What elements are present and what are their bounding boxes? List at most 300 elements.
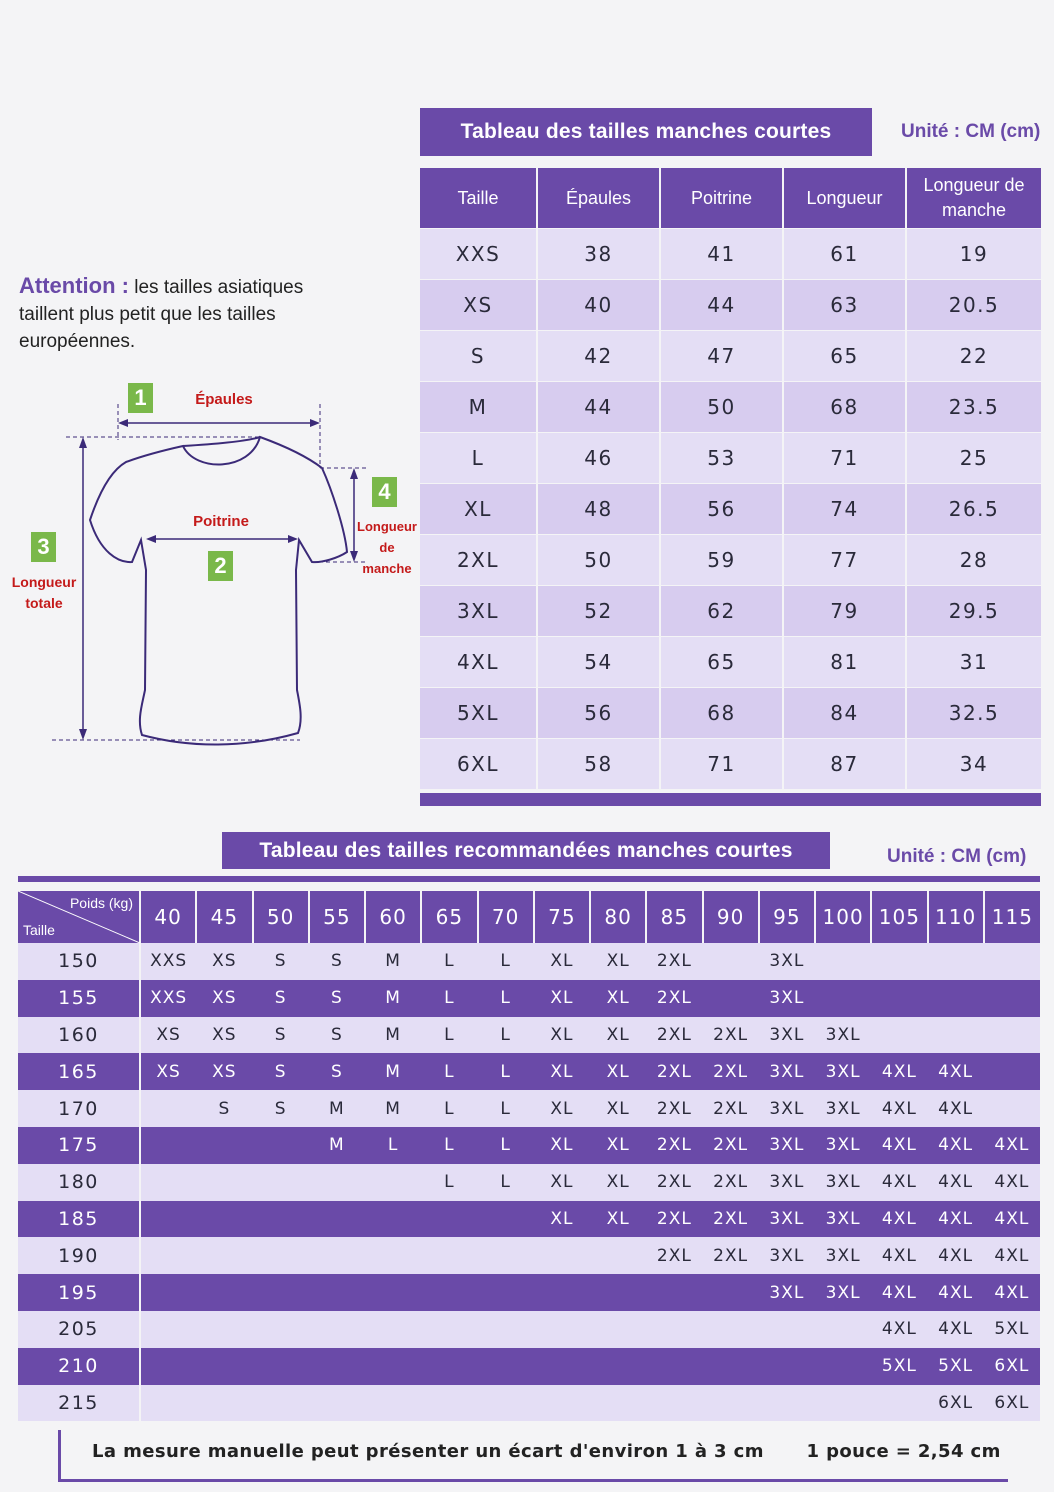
recommended-size-cell bbox=[703, 1274, 759, 1311]
corner-weight-label: Poids (kg) bbox=[69, 895, 133, 911]
measure-cell: 68 bbox=[661, 687, 784, 738]
recommended-size-cell: 3XL bbox=[815, 1017, 871, 1054]
recommended-size-cell: 2XL bbox=[703, 1237, 759, 1274]
recommended-size-cell: 2XL bbox=[646, 943, 702, 980]
recommended-size-cell: XS bbox=[196, 980, 252, 1017]
recommended-size-cell bbox=[703, 1311, 759, 1348]
measure-cell: 34 bbox=[907, 738, 1041, 789]
recommended-size-cell bbox=[140, 1127, 196, 1164]
recommended-size-cell: M bbox=[365, 1053, 421, 1090]
recommended-size-cell bbox=[984, 1017, 1040, 1054]
recommended-size-cell: 4XL bbox=[928, 1274, 984, 1311]
recommended-size-cell: 4XL bbox=[928, 1237, 984, 1274]
recommended-size-cell bbox=[365, 1385, 421, 1422]
recommended-row bbox=[18, 1053, 1040, 1090]
recommended-size-cell bbox=[421, 1385, 477, 1422]
size-table-title bbox=[420, 108, 872, 156]
weight-header: 85 bbox=[646, 891, 702, 943]
badge-4: 4 bbox=[372, 477, 397, 507]
recommended-size-cell: 2XL bbox=[646, 1127, 702, 1164]
recommended-size-cell bbox=[140, 1237, 196, 1274]
recommended-size-cell: 3XL bbox=[759, 943, 815, 980]
height-cell: 195 bbox=[18, 1274, 140, 1311]
recommended-size-cell: XS bbox=[140, 1017, 196, 1054]
label-sleeve-length bbox=[356, 516, 418, 579]
recommended-size-cell bbox=[478, 1201, 534, 1238]
recommended-size-cell: 4XL bbox=[928, 1090, 984, 1127]
recommended-size-cell: 6XL bbox=[984, 1385, 1040, 1422]
recommended-size-cell: 2XL bbox=[646, 1201, 702, 1238]
recommended-size-cell bbox=[534, 1348, 590, 1385]
weight-header: 45 bbox=[196, 891, 252, 943]
recommended-size-cell bbox=[534, 1311, 590, 1348]
recommended-size-cell bbox=[759, 1348, 815, 1385]
recommended-size-cell: S bbox=[253, 1090, 309, 1127]
header-sleeve-length-text: Longueur de manche bbox=[923, 175, 1025, 220]
recommended-size-cell bbox=[928, 980, 984, 1017]
size-label-cell: 6XL bbox=[420, 738, 538, 789]
badge-1: 1 bbox=[128, 383, 153, 413]
measure-cell: 40 bbox=[538, 279, 661, 330]
recommended-size-cell: XL bbox=[590, 1201, 646, 1238]
recommended-size-cell: 2XL bbox=[703, 1201, 759, 1238]
measure-cell: 44 bbox=[538, 381, 661, 432]
badge-3: 3 bbox=[31, 532, 56, 562]
header-shoulders: Épaules bbox=[538, 168, 661, 228]
recommended-size-cell: XL bbox=[534, 1090, 590, 1127]
recommended-size-cell: XS bbox=[196, 943, 252, 980]
recommended-size-cell: XL bbox=[590, 1017, 646, 1054]
recommended-size-cell bbox=[253, 1201, 309, 1238]
recommended-size-cell bbox=[253, 1348, 309, 1385]
recommended-size-cell bbox=[815, 943, 871, 980]
recommended-size-cell: S bbox=[253, 980, 309, 1017]
recommended-size-cell: 3XL bbox=[815, 1127, 871, 1164]
recommended-row bbox=[18, 1164, 1040, 1201]
measure-cell: 47 bbox=[661, 330, 784, 381]
recommended-size-cell bbox=[871, 980, 927, 1017]
recommended-size-cell: XL bbox=[534, 943, 590, 980]
size-table-bottom-bar bbox=[420, 793, 1041, 806]
recommended-size-cell: 4XL bbox=[928, 1127, 984, 1164]
size-row bbox=[420, 585, 1041, 636]
size-row bbox=[420, 432, 1041, 483]
recommended-size-cell bbox=[759, 1385, 815, 1422]
measure-cell: 53 bbox=[661, 432, 784, 483]
size-table bbox=[420, 168, 1041, 789]
recommended-size-cell: L bbox=[421, 1127, 477, 1164]
recommended-size-cell: S bbox=[309, 1053, 365, 1090]
recommended-row bbox=[18, 1127, 1040, 1164]
header-length: Longueur bbox=[784, 168, 907, 228]
height-cell: 150 bbox=[18, 943, 140, 980]
measure-cell: 31 bbox=[907, 636, 1041, 687]
weight-header: 105 bbox=[871, 891, 927, 943]
height-cell: 185 bbox=[18, 1201, 140, 1238]
recommended-size-cell: XL bbox=[590, 1053, 646, 1090]
recommended-size-cell: XS bbox=[140, 1053, 196, 1090]
recommended-size-cell: XL bbox=[534, 1164, 590, 1201]
recommended-size-cell bbox=[253, 1385, 309, 1422]
recommended-size-cell: 3XL bbox=[759, 1127, 815, 1164]
recommended-size-cell bbox=[815, 1385, 871, 1422]
label-sleeve-length-line1: Longueur bbox=[357, 519, 417, 534]
recommended-size-cell bbox=[309, 1201, 365, 1238]
height-cell: 190 bbox=[18, 1237, 140, 1274]
recommended-size-cell bbox=[478, 1348, 534, 1385]
height-cell: 160 bbox=[18, 1017, 140, 1054]
measure-cell: 38 bbox=[538, 228, 661, 279]
attention-text: les tailles asiatiques taillent plus petit que les tailles européennes. bbox=[19, 277, 304, 352]
measure-cell: 22 bbox=[907, 330, 1041, 381]
recommended-size-cell: XL bbox=[534, 1201, 590, 1238]
measure-cell: 56 bbox=[538, 687, 661, 738]
recommended-size-cell: 3XL bbox=[759, 1237, 815, 1274]
recommended-size-cell bbox=[365, 1311, 421, 1348]
recommended-size-cell bbox=[534, 1274, 590, 1311]
measure-cell: 65 bbox=[784, 330, 907, 381]
recommended-size-cell bbox=[815, 980, 871, 1017]
recommended-row bbox=[18, 1348, 1040, 1385]
height-cell: 170 bbox=[18, 1090, 140, 1127]
recommended-size-cell: 4XL bbox=[871, 1201, 927, 1238]
recommended-size-cell bbox=[646, 1274, 702, 1311]
measure-cell: 56 bbox=[661, 483, 784, 534]
recommended-size-cell bbox=[253, 1237, 309, 1274]
height-cell: 205 bbox=[18, 1311, 140, 1348]
measure-cell: 58 bbox=[538, 738, 661, 789]
recommended-size-cell: M bbox=[365, 943, 421, 980]
recommended-size-cell: 3XL bbox=[759, 1274, 815, 1311]
recommended-size-cell bbox=[590, 1385, 646, 1422]
recommended-size-cell: XXS bbox=[140, 980, 196, 1017]
recommended-size-cell: XS bbox=[196, 1017, 252, 1054]
recommended-size-cell bbox=[196, 1348, 252, 1385]
recommended-size-cell: L bbox=[421, 1164, 477, 1201]
size-label-cell: 5XL bbox=[420, 687, 538, 738]
label-sleeve-length-line2: de manche bbox=[362, 540, 412, 576]
size-row bbox=[420, 534, 1041, 585]
recommended-size-cell bbox=[365, 1201, 421, 1238]
recommended-size-cell bbox=[984, 943, 1040, 980]
header-sleeve-length bbox=[907, 168, 1041, 228]
recommended-size-cell: 4XL bbox=[871, 1311, 927, 1348]
recommended-size-cell bbox=[309, 1385, 365, 1422]
measure-cell: 81 bbox=[784, 636, 907, 687]
recommended-size-cell bbox=[534, 1237, 590, 1274]
measure-cell: 23.5 bbox=[907, 381, 1041, 432]
recommended-size-cell bbox=[421, 1201, 477, 1238]
recommended-size-cell: XXS bbox=[140, 943, 196, 980]
recommended-size-cell bbox=[703, 1385, 759, 1422]
recommended-size-cell: L bbox=[421, 1090, 477, 1127]
recommended-row bbox=[18, 1311, 1040, 1348]
size-row bbox=[420, 381, 1041, 432]
weight-header: 90 bbox=[703, 891, 759, 943]
height-cell: 180 bbox=[18, 1164, 140, 1201]
weight-header: 110 bbox=[928, 891, 984, 943]
measure-cell: 71 bbox=[661, 738, 784, 789]
weight-header: 40 bbox=[140, 891, 196, 943]
recommended-size-cell: 4XL bbox=[871, 1053, 927, 1090]
recommended-row bbox=[18, 1237, 1040, 1274]
recommended-row bbox=[18, 943, 1040, 980]
measure-cell: 29.5 bbox=[907, 585, 1041, 636]
size-row bbox=[420, 279, 1041, 330]
recommended-size-cell: 2XL bbox=[646, 1053, 702, 1090]
recommended-size-cell bbox=[646, 1348, 702, 1385]
recommended-size-cell bbox=[590, 1237, 646, 1274]
recommended-size-cell bbox=[703, 1348, 759, 1385]
height-cell: 175 bbox=[18, 1127, 140, 1164]
recommended-size-cell bbox=[478, 1274, 534, 1311]
recommended-size-cell bbox=[984, 980, 1040, 1017]
recommended-size-cell bbox=[253, 1311, 309, 1348]
recommended-size-cell: 4XL bbox=[928, 1311, 984, 1348]
size-table-title-text: Tableau des tailles manches courtes bbox=[460, 120, 832, 143]
footer-bottom-rule bbox=[58, 1479, 1008, 1482]
weight-header: 80 bbox=[590, 891, 646, 943]
size-row bbox=[420, 483, 1041, 534]
recommended-size-cell: L bbox=[421, 980, 477, 1017]
recommended-size-cell: L bbox=[478, 1053, 534, 1090]
recommended-size-cell bbox=[196, 1237, 252, 1274]
recommended-size-cell bbox=[646, 1385, 702, 1422]
recommended-size-cell: 2XL bbox=[646, 1090, 702, 1127]
recommended-size-cell: XL bbox=[534, 1127, 590, 1164]
weight-header: 75 bbox=[534, 891, 590, 943]
weight-header: 65 bbox=[421, 891, 477, 943]
recommended-table-top-rule bbox=[18, 876, 1040, 882]
size-table-header bbox=[420, 168, 1041, 228]
recommended-size-cell bbox=[309, 1274, 365, 1311]
recommended-size-cell: 5XL bbox=[871, 1348, 927, 1385]
recommended-row bbox=[18, 1385, 1040, 1422]
height-cell: 155 bbox=[18, 980, 140, 1017]
measure-cell: 79 bbox=[784, 585, 907, 636]
recommended-size-cell bbox=[253, 1127, 309, 1164]
weight-header: 50 bbox=[253, 891, 309, 943]
recommended-size-cell bbox=[590, 1274, 646, 1311]
recommended-size-cell: S bbox=[309, 980, 365, 1017]
recommended-size-cell bbox=[478, 1237, 534, 1274]
recommended-size-cell bbox=[196, 1274, 252, 1311]
recommended-size-cell: 3XL bbox=[759, 1017, 815, 1054]
recommended-size-cell: 2XL bbox=[703, 1127, 759, 1164]
recommended-size-cell bbox=[365, 1274, 421, 1311]
recommended-size-cell: M bbox=[365, 980, 421, 1017]
header-chest: Poitrine bbox=[661, 168, 784, 228]
recommended-size-cell: 2XL bbox=[703, 1090, 759, 1127]
recommended-size-cell bbox=[478, 1385, 534, 1422]
recommended-size-cell: 3XL bbox=[815, 1201, 871, 1238]
corner-height-label: Taille bbox=[23, 922, 55, 938]
size-label-cell: XL bbox=[420, 483, 538, 534]
recommended-size-cell: 2XL bbox=[646, 1017, 702, 1054]
measure-cell: 44 bbox=[661, 279, 784, 330]
size-label-cell: XS bbox=[420, 279, 538, 330]
recommended-size-cell bbox=[815, 1348, 871, 1385]
recommended-size-cell bbox=[196, 1164, 252, 1201]
recommended-size-cell bbox=[421, 1311, 477, 1348]
tshirt-neck bbox=[183, 437, 260, 446]
measure-cell: 50 bbox=[661, 381, 784, 432]
label-chest: Poitrine bbox=[193, 513, 249, 530]
recommended-size-cell: XL bbox=[534, 1017, 590, 1054]
recommended-size-cell bbox=[253, 1274, 309, 1311]
recommended-size-cell: S bbox=[309, 1017, 365, 1054]
label-total-length-line1: Longueur bbox=[11, 574, 77, 590]
recommended-size-cell: M bbox=[365, 1090, 421, 1127]
height-cell: 215 bbox=[18, 1385, 140, 1422]
recommended-size-cell bbox=[928, 1017, 984, 1054]
footer-measure-note: La mesure manuelle peut présenter un écart d'environ 1 à 3 cm bbox=[92, 1441, 764, 1462]
measure-cell: 65 bbox=[661, 636, 784, 687]
recommended-size-cell bbox=[140, 1201, 196, 1238]
measure-cell: 32.5 bbox=[907, 687, 1041, 738]
recommended-size-cell bbox=[759, 1311, 815, 1348]
recommended-size-cell: L bbox=[365, 1127, 421, 1164]
recommended-size-cell: 4XL bbox=[928, 1164, 984, 1201]
recommended-size-cell: 3XL bbox=[759, 980, 815, 1017]
measure-cell: 68 bbox=[784, 381, 907, 432]
recommended-size-cell: L bbox=[478, 1164, 534, 1201]
recommended-table-title-text: Tableau des tailles recommandées manches courtes bbox=[259, 838, 793, 862]
recommended-size-cell: L bbox=[421, 1017, 477, 1054]
recommended-size-cell: 3XL bbox=[815, 1164, 871, 1201]
recommended-table-header bbox=[18, 891, 1040, 943]
weight-header: 95 bbox=[759, 891, 815, 943]
recommended-size-cell bbox=[365, 1237, 421, 1274]
recommended-size-cell bbox=[196, 1385, 252, 1422]
recommended-size-cell bbox=[140, 1164, 196, 1201]
weight-header: 115 bbox=[984, 891, 1040, 943]
size-label-cell: 2XL bbox=[420, 534, 538, 585]
recommended-size-cell: S bbox=[253, 943, 309, 980]
recommended-table-unit: Unité : CM (cm) bbox=[887, 846, 1027, 867]
recommended-size-cell bbox=[534, 1385, 590, 1422]
recommended-size-cell bbox=[590, 1348, 646, 1385]
recommended-size-cell: XL bbox=[534, 980, 590, 1017]
recommended-row bbox=[18, 1017, 1040, 1054]
label-total-length bbox=[8, 572, 80, 614]
measure-cell: 50 bbox=[538, 534, 661, 585]
measure-cell: 19 bbox=[907, 228, 1041, 279]
label-shoulders: Épaules bbox=[195, 391, 253, 408]
recommended-size-cell: L bbox=[478, 1127, 534, 1164]
recommended-size-cell: 2XL bbox=[646, 980, 702, 1017]
tshirt-outline bbox=[90, 437, 347, 745]
measure-cell: 74 bbox=[784, 483, 907, 534]
recommended-size-cell bbox=[140, 1090, 196, 1127]
size-label-cell: L bbox=[420, 432, 538, 483]
recommended-size-cell bbox=[309, 1237, 365, 1274]
recommended-size-cell: 2XL bbox=[703, 1053, 759, 1090]
recommended-size-cell bbox=[984, 1090, 1040, 1127]
recommended-size-cell: 3XL bbox=[815, 1053, 871, 1090]
recommended-size-cell: S bbox=[253, 1017, 309, 1054]
recommended-size-cell bbox=[140, 1274, 196, 1311]
recommended-size-cell: S bbox=[309, 943, 365, 980]
label-total-length-line2: totale bbox=[25, 595, 63, 611]
recommended-size-cell bbox=[590, 1311, 646, 1348]
recommended-size-cell bbox=[309, 1311, 365, 1348]
recommended-size-cell: 3XL bbox=[759, 1201, 815, 1238]
recommended-row bbox=[18, 980, 1040, 1017]
attention-note bbox=[19, 272, 359, 355]
measure-cell: 59 bbox=[661, 534, 784, 585]
recommended-size-cell: 5XL bbox=[928, 1348, 984, 1385]
recommended-size-cell bbox=[646, 1311, 702, 1348]
recommended-size-cell bbox=[140, 1311, 196, 1348]
recommended-size-cell bbox=[196, 1311, 252, 1348]
recommended-size-cell: 4XL bbox=[871, 1090, 927, 1127]
weight-header: 100 bbox=[815, 891, 871, 943]
recommended-size-cell: 5XL bbox=[984, 1311, 1040, 1348]
measure-cell: 42 bbox=[538, 330, 661, 381]
recommended-size-cell bbox=[871, 1017, 927, 1054]
recommended-size-cell: 2XL bbox=[703, 1017, 759, 1054]
recommended-size-cell: XL bbox=[590, 1164, 646, 1201]
recommended-size-cell: S bbox=[196, 1090, 252, 1127]
recommended-size-cell: 4XL bbox=[871, 1237, 927, 1274]
recommended-size-cell: 4XL bbox=[984, 1237, 1040, 1274]
recommended-size-cell: XL bbox=[590, 943, 646, 980]
measure-cell: 77 bbox=[784, 534, 907, 585]
measure-cell: 46 bbox=[538, 432, 661, 483]
measure-cell: 48 bbox=[538, 483, 661, 534]
recommended-size-cell bbox=[196, 1127, 252, 1164]
recommended-size-cell bbox=[365, 1348, 421, 1385]
footer-conversion: 1 pouce = 2,54 cm bbox=[806, 1441, 1001, 1462]
size-label-cell: S bbox=[420, 330, 538, 381]
recommended-size-cell bbox=[928, 943, 984, 980]
recommended-size-cell bbox=[984, 1053, 1040, 1090]
recommended-size-cell: 2XL bbox=[646, 1237, 702, 1274]
measure-cell: 54 bbox=[538, 636, 661, 687]
corner-cell bbox=[18, 891, 140, 943]
recommended-size-cell bbox=[365, 1164, 421, 1201]
measure-cell: 25 bbox=[907, 432, 1041, 483]
recommended-size-cell: 4XL bbox=[984, 1164, 1040, 1201]
recommended-size-cell: 2XL bbox=[703, 1164, 759, 1201]
attention-label: Attention : bbox=[19, 273, 129, 298]
measure-cell: 26.5 bbox=[907, 483, 1041, 534]
recommended-size-cell bbox=[478, 1311, 534, 1348]
recommended-size-cell: XL bbox=[590, 1127, 646, 1164]
size-row bbox=[420, 330, 1041, 381]
recommended-size-cell bbox=[140, 1385, 196, 1422]
recommended-size-cell: 4XL bbox=[871, 1127, 927, 1164]
recommended-size-cell: 3XL bbox=[759, 1090, 815, 1127]
recommended-table-title bbox=[222, 832, 830, 869]
measure-cell: 84 bbox=[784, 687, 907, 738]
weight-header: 60 bbox=[365, 891, 421, 943]
recommended-size-cell: 3XL bbox=[815, 1090, 871, 1127]
recommended-size-cell bbox=[309, 1348, 365, 1385]
size-label-cell: 4XL bbox=[420, 636, 538, 687]
recommended-size-cell bbox=[815, 1311, 871, 1348]
recommended-size-cell: L bbox=[478, 943, 534, 980]
recommended-size-cell: 4XL bbox=[984, 1127, 1040, 1164]
recommended-size-cell: XL bbox=[590, 1090, 646, 1127]
recommended-size-cell: 4XL bbox=[928, 1201, 984, 1238]
recommended-size-cell bbox=[309, 1164, 365, 1201]
size-label-cell: M bbox=[420, 381, 538, 432]
recommended-size-cell: 3XL bbox=[815, 1237, 871, 1274]
recommended-size-cell: 2XL bbox=[646, 1164, 702, 1201]
measure-cell: 87 bbox=[784, 738, 907, 789]
